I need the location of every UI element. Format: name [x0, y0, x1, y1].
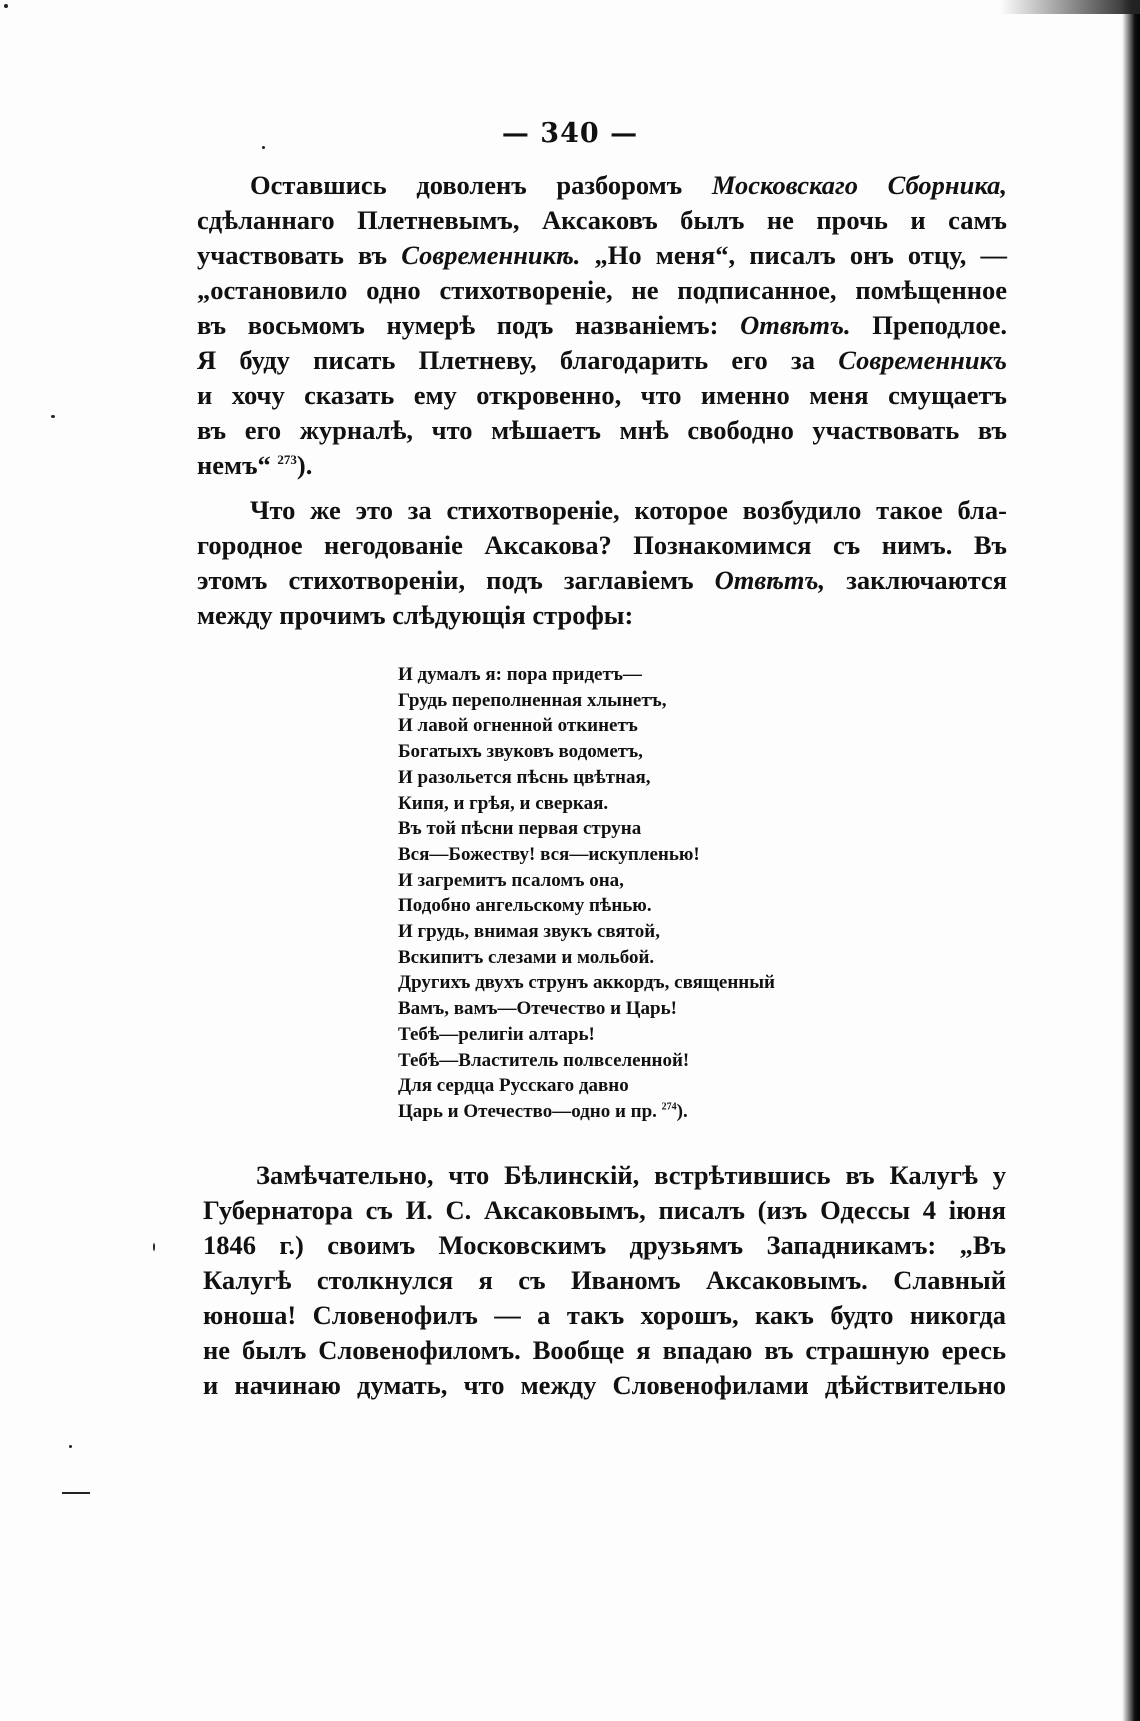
poem-verse: Въ той пѣсни первая струна	[398, 818, 642, 840]
poem-verse: И думалъ я: пора придетъ—	[398, 664, 642, 685]
poem-verse: Для сердца Русскаго давно	[398, 1075, 629, 1097]
paragraph-line: городное негодованіе Аксакова? Познакомимся съ нимъ. Въ	[197, 530, 1007, 560]
poem-verse: И лавой огненной откинетъ	[398, 715, 638, 737]
paragraph-line: немъ“ $^{273}$).	[197, 450, 313, 480]
paragraph-line: „остановило одно стихотвореніе, не подписанное, помѣщенное	[197, 275, 1007, 305]
footnote-ref: 274	[661, 1101, 677, 1113]
poem-verse: И разольется пѣснь цвѣтная,	[398, 766, 651, 788]
poem-block	[398, 662, 918, 1125]
paragraph-line: и хочу сказать ему откровенно, что именно меня смущаетъ	[197, 380, 1007, 410]
poem-verse: И грудь, внимая звукъ святой,	[398, 921, 660, 943]
paragraph-line: Что же это за стихотвореніе, которое возбудило такое бла-	[250, 495, 1007, 525]
poem-verse: Тебѣ—Властитель полвселенной!	[398, 1049, 690, 1071]
poem-verse: И загремитъ псаломъ она,	[398, 869, 624, 891]
poem-verse: Подобно ангельскому пѣнью.	[398, 895, 652, 917]
paragraph-line: Оставшись доволенъ разборомъ Московскаго Сборника,	[250, 170, 1007, 200]
scan-speck	[62, 1492, 90, 1494]
scan-edge-top-shadow	[1000, 0, 1140, 14]
paragraph-line: въ его журналѣ, что мѣшаетъ мнѣ свободно участвовать въ	[197, 415, 1007, 445]
poem-verse: Кипя, и грѣя, и сверкая.	[398, 792, 609, 814]
paragraph-line: участвовать въ Современникѣ. „Но меня“, писалъ онъ отцу, —	[197, 240, 1007, 270]
scan-speck	[51, 415, 55, 418]
paragraph-line: между прочимъ слѣдующія строфы:	[197, 600, 634, 630]
paragraph-1	[197, 168, 1007, 483]
poem-verse: Царь и Отечество—одно и пр. $^{274}$).	[398, 1100, 688, 1122]
poem-verse: Тебѣ—религіи алтарь!	[398, 1023, 595, 1045]
scan-speck	[153, 1243, 155, 1251]
paragraph-2	[197, 493, 1007, 633]
paragraph-line: сдѣланнаго Плетневымъ, Аксаковъ былъ не прочь и самъ	[197, 205, 1007, 235]
paragraph-line: Замѣчательно, что Бѣлинскій, встрѣтившись въ Калугѣ у	[256, 1160, 1006, 1190]
scan-speck	[69, 1445, 72, 1448]
paragraph-line: юноша! Словенофилъ — а такъ хорошъ, какъ будто никогда	[203, 1300, 1006, 1330]
paragraph-line: этомъ стихотвореніи, подъ заглавіемъ Отвѣтъ, заключаются	[197, 565, 1008, 595]
paragraph-line: 1846 г.) своимъ Московскимъ друзьямъ Западникамъ: „Въ	[203, 1230, 1006, 1260]
scan-edge-shadow	[1122, 0, 1140, 1721]
poem-verse: Грудь переполненная хлынетъ,	[398, 689, 667, 711]
paragraph-line: Губернатора съ И. С. Аксаковымъ, писалъ (изъ Одессы 4 іюня	[203, 1195, 1006, 1225]
poem-verse: Вамъ, вамъ—Отечество и Царь!	[398, 998, 677, 1020]
footnote-ref: 273	[277, 452, 297, 468]
scan-speck	[4, 4, 8, 8]
poem-verse: Вскипитъ слезами и мольбой.	[398, 946, 655, 968]
poem-verse: Другихъ двухъ струнъ аккордъ, священный	[398, 972, 776, 994]
paragraph-3	[203, 1158, 1006, 1403]
page-number: — 340 —	[501, 118, 639, 149]
poem-verse: Богатыхъ звуковъ водометъ,	[398, 741, 643, 763]
poem-verse: Вся—Божеству! вся—искупленью!	[398, 843, 700, 865]
paragraph-line: Калугѣ столкнулся я съ Иваномъ Аксаковымъ. Славный	[203, 1265, 1006, 1295]
paragraph-line: Я буду писать Плетневу, благодарить его за Современникъ	[197, 345, 1007, 375]
paragraph-line: не былъ Словенофиломъ. Вообще я впадаю въ страшную ересь	[203, 1335, 1006, 1365]
paragraph-line: и начинаю думать, что между Словенофилами дѣйствительно	[203, 1370, 1006, 1400]
paragraph-line: въ восьмомъ нумерѣ подъ названіемъ: Отвѣтъ. Преподлое.	[197, 310, 1007, 340]
